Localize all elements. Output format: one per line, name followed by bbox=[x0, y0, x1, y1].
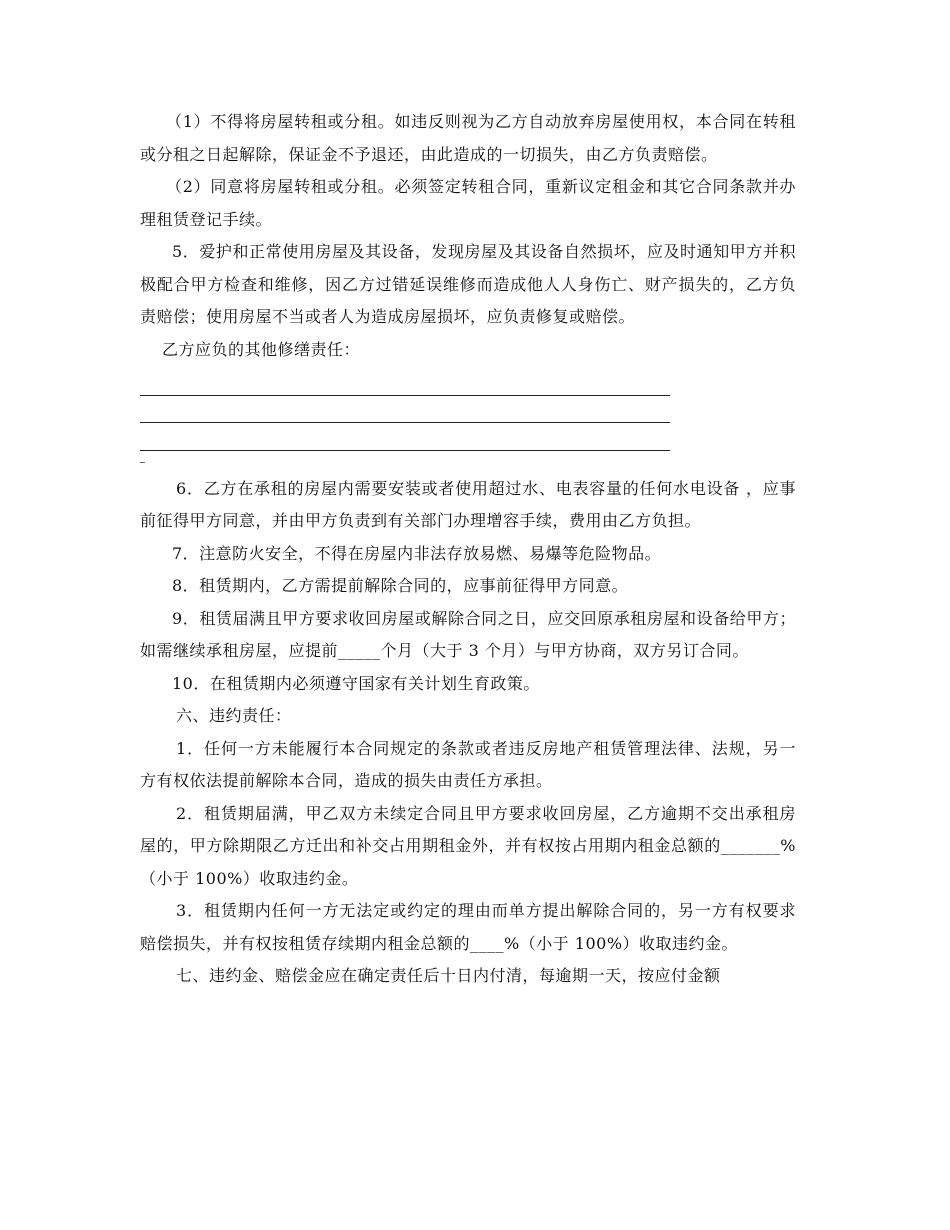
blank-line-2 bbox=[140, 396, 670, 424]
clause-9-return-premises: 9．租赁届满且甲方要求收回房屋或解除合同之日，应交回原承租房屋和设备给甲方；如需继续承租房屋，应提前_____个月（大于 3 个月）与甲方协商，双方另订合同。 bbox=[140, 608, 796, 660]
clause-6-utilities: 6．乙方在承租的房屋内需要安装或者使用超过水、电表容量的任何水电设备 ，应事前征得甲方同意，并由甲方负责到有关部门办理增容手续，费用由乙方负担。 bbox=[140, 478, 796, 530]
blank-line-1 bbox=[140, 368, 670, 396]
liability-clause-3: 3．租赁期内任何一方无法定或约定的理由而单方提出解除合同的，另一方有权要求赔偿损失，并有权按租赁存续期内租金总额的____%（小于 100%）收取违约金。 bbox=[140, 901, 796, 953]
clause-5-maintenance: 5．爱护和正常使用房屋及其设备，发现房屋及其设备自然损坏，应及时通知甲方并积极配合甲方检查和维修，因乙方过错延误维修而造成他人人身伤亡、财产损失的，乙方负责赔偿；使用房屋不当或者人为造成房屋损坏，应负责修复或赔偿。 bbox=[140, 242, 796, 326]
clause-sublet-permitted: （2）同意将房屋转租或分租。必须签定转租合同，重新议定租金和其它合同条款并办理租赁登记手续。 bbox=[140, 177, 796, 229]
section-7-heading: 七、违约金、赔偿金应在确定责任后十日内付清，每逾期一天，按应付金额 bbox=[176, 966, 721, 985]
blank-line-3 bbox=[140, 423, 670, 451]
section-6-heading: 六、违约责任： bbox=[176, 706, 292, 725]
clause-10-family-planning: 10．在租赁期内必须遵守国家有关计划生育政策。 bbox=[172, 673, 540, 693]
liability-clause-1: 1．任何一方未能履行本合同规定的条款或者违反房地产租赁管理法律、法规，另一方有权依法提前解除本合同，造成的损失由责任方承担。 bbox=[140, 738, 796, 790]
other-repair-duties-label: 乙方应负的其他修缮责任： bbox=[162, 339, 361, 359]
fill-in-lines bbox=[140, 368, 670, 473]
liability-clause-2: 2．租赁期届满，甲乙双方未续定合同且甲方要求收回房屋，乙方逾期不交出承租房屋的，甲方除期限乙方迁出和补交占用期租金外，并有权按占用期内租金总额的_______%（小于 100%）收取违约金。 bbox=[140, 803, 796, 888]
clause-sublet-prohibited: （1）不得将房屋转租或分租。如违反则视为乙方自动放弃房屋使用权，本合同在转租或分租之日起解除，保证金不予退还，由此造成的一切损失，由乙方负责赔偿。 bbox=[140, 112, 796, 164]
document-page bbox=[140, 106, 796, 993]
clause-7-fire-safety: 7．注意防火安全，不得在房屋内非法存放易燃、易爆等危险物品。 bbox=[172, 543, 662, 563]
clause-8-early-termination: 8．租赁期内，乙方需提前解除合同的，应事前征得甲方同意。 bbox=[172, 576, 629, 595]
stray-mark bbox=[140, 451, 670, 473]
